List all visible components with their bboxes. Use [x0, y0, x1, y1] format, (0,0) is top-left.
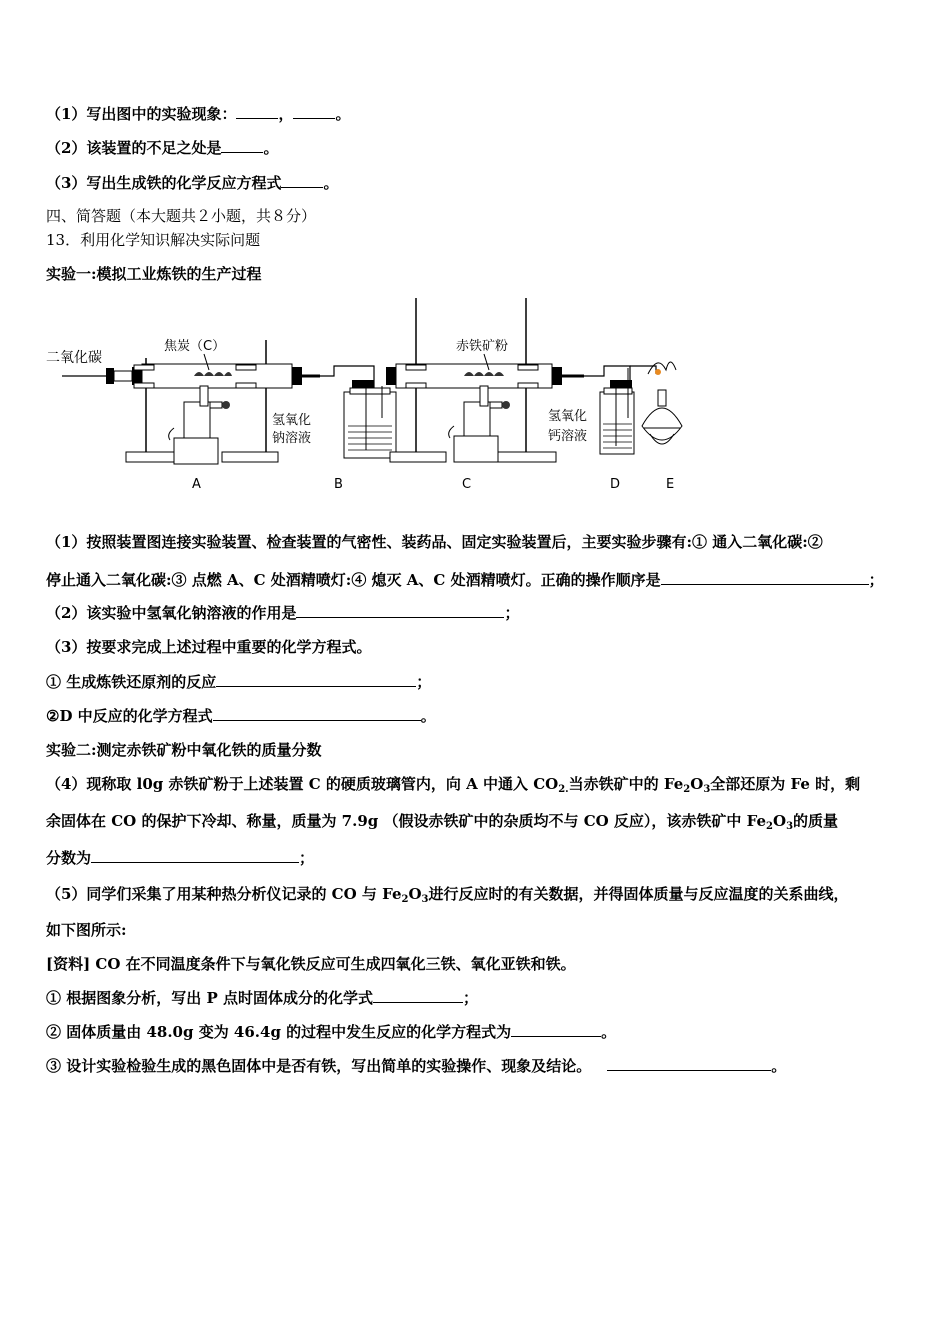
letter-d: D — [610, 477, 621, 492]
answer-blank[interactable] — [661, 570, 869, 585]
text: O — [773, 812, 787, 830]
punct: ； — [504, 604, 520, 622]
letter-a: A — [192, 477, 201, 492]
q13-s4-line3 — [46, 848, 314, 868]
text: 当赤铁矿中的 Fe — [568, 775, 684, 793]
bottle-d — [600, 368, 634, 454]
punct: 。 — [601, 1023, 617, 1041]
punct: 。 — [771, 1057, 787, 1075]
q13-s1-line2 — [46, 570, 884, 590]
burner-a — [169, 386, 230, 464]
text: 的质量 — [793, 812, 839, 830]
answer-blank[interactable] — [91, 848, 299, 863]
q13-title: 13．利用化学知识解决实际问题 — [46, 231, 261, 249]
q13-s1-line2-text: 停止通入二氧化碳:③ 点燃 A、C 处酒精喷灯:④ 熄灭 A、C 处酒精喷灯。正确的操作顺序是 — [46, 571, 661, 589]
q13-s3a-text: ① 生成炼铁还原剂的反应 — [46, 673, 217, 691]
punct: 。 — [335, 105, 351, 123]
punct: ； — [868, 571, 884, 589]
label-ore: 赤铁矿粉 — [456, 339, 509, 354]
separator: ， — [278, 105, 294, 123]
reference-note: [资料] CO 在不同温度条件下与氧化铁反应可生成四氧化三铁、氧化亚铁和铁。 — [46, 955, 576, 973]
experiment2-title: 实验二:测定赤铁矿粉中氧化铁的质量分数 — [46, 741, 322, 759]
answer-blank[interactable] — [607, 1056, 771, 1071]
text: 余固体在 CO 的保护下冷却、称量，质量为 7.9g （假设赤铁矿中的杂质均不与 CO 反应），该赤铁矿中 Fe — [46, 812, 767, 830]
section-header: 四、简答题（本大题共２小题，共８分） — [46, 207, 317, 225]
letter-c: C — [462, 477, 472, 492]
text: ② 固体质量由 48.0g 变为 46.4g 的过程中发生反应的化学方程式为 — [46, 1023, 512, 1041]
subscript: 2 — [401, 894, 409, 905]
q13-s3: （3）按要求完成上述过程中重要的化学方程式。 — [46, 638, 372, 656]
subscript: 3 — [703, 784, 711, 795]
answer-blank[interactable] — [216, 672, 416, 687]
punct: ； — [416, 673, 432, 691]
answer-blank[interactable] — [236, 104, 278, 119]
punct: 。 — [263, 139, 279, 157]
q13-s5-line1 — [46, 884, 849, 904]
q12-part1 — [46, 104, 350, 124]
label-naoh-line2: 钠溶液 — [272, 431, 312, 446]
bottle-b — [344, 380, 396, 458]
label-naoh-line1: 氢氧化 — [272, 413, 312, 428]
text: 进行反应时的有关数据，并得固体质量与反应温度的关系曲线， — [428, 885, 849, 903]
answer-blank[interactable] — [373, 988, 463, 1003]
punct: ； — [299, 849, 315, 867]
text: ③ 设计实验检验生成的黑色固体中是否有铁，写出简单的实验操作、现象及结论。 — [46, 1057, 592, 1075]
q13-r3 — [46, 1056, 786, 1076]
text: 分数为 — [46, 849, 92, 867]
subscript: 3 — [786, 821, 794, 832]
q13-s2-text: （2）该实验中氢氧化钠溶液的作用是 — [46, 604, 297, 622]
subscript: 3 — [421, 894, 429, 905]
subscript: 2 — [766, 821, 773, 832]
punct: 。 — [323, 174, 339, 192]
subscript: 2 — [683, 784, 691, 795]
subscript: 2. — [558, 784, 569, 795]
q12-part3-text: （3）写出生成铁的化学反应方程式 — [46, 174, 282, 192]
answer-blank[interactable] — [511, 1022, 601, 1037]
burner-c — [449, 386, 510, 462]
q13-s2 — [46, 603, 519, 623]
text: O — [690, 775, 704, 793]
text: （5）同学们采集了用某种热分析仪记录的 CO 与 Fe — [46, 885, 402, 903]
punct: ； — [462, 989, 478, 1007]
q12-part3 — [46, 173, 338, 193]
letter-e: E — [666, 477, 675, 492]
q13-s4-line1 — [46, 774, 860, 794]
answer-blank[interactable] — [213, 706, 421, 721]
text: （4）现称取 l0g 赤铁矿粉于上述装置 C 的硬质玻璃管内，向 A 中通入 CO — [46, 775, 559, 793]
label-caoh-line2: 钙溶液 — [548, 429, 588, 444]
experiment1-title: 实验一:模拟工业炼铁的生产过程 — [46, 265, 262, 283]
q13-s3b — [46, 706, 436, 726]
text: 全部还原为 Fe 时，剩 — [710, 775, 861, 793]
text: O — [408, 885, 422, 903]
letter-b: B — [334, 477, 343, 492]
answer-blank[interactable] — [296, 603, 504, 618]
q13-r1 — [46, 988, 478, 1008]
punct: 。 — [420, 707, 436, 725]
q12-part2-text: （2）该装置的不足之处是 — [46, 139, 222, 157]
answer-blank[interactable] — [293, 104, 335, 119]
answer-blank[interactable] — [281, 173, 323, 188]
q13-s1-line1: （1）按照装置图连接实验装置、检查装置的气密性、装药品、固定实验装置后，主要实验步骤有:① 通入二氧化碳:② — [46, 533, 823, 551]
answer-blank[interactable] — [221, 138, 263, 153]
lamp-e — [642, 362, 682, 444]
tube-a — [106, 364, 302, 388]
q13-s4-line2 — [46, 811, 838, 831]
q13-s3b-text: ②D 中反应的化学方程式 — [46, 707, 213, 725]
q13-s5-line2: 如下图所示: — [46, 921, 127, 939]
q13-r2 — [46, 1022, 616, 1042]
q12-part1-text: （1）写出图中的实验现象： — [46, 105, 237, 123]
label-coke: 焦炭（C） — [164, 339, 226, 354]
text: ① 根据图象分析，写出 P 点时固体成分的化学式 — [46, 989, 373, 1007]
tube-c — [386, 364, 562, 388]
apparatus-diagram — [44, 290, 724, 500]
label-caoh-line1: 氢氧化 — [548, 409, 588, 424]
q13-s3a — [46, 672, 431, 692]
q12-part2 — [46, 138, 278, 158]
label-co2: 二氧化碳 — [46, 350, 102, 366]
